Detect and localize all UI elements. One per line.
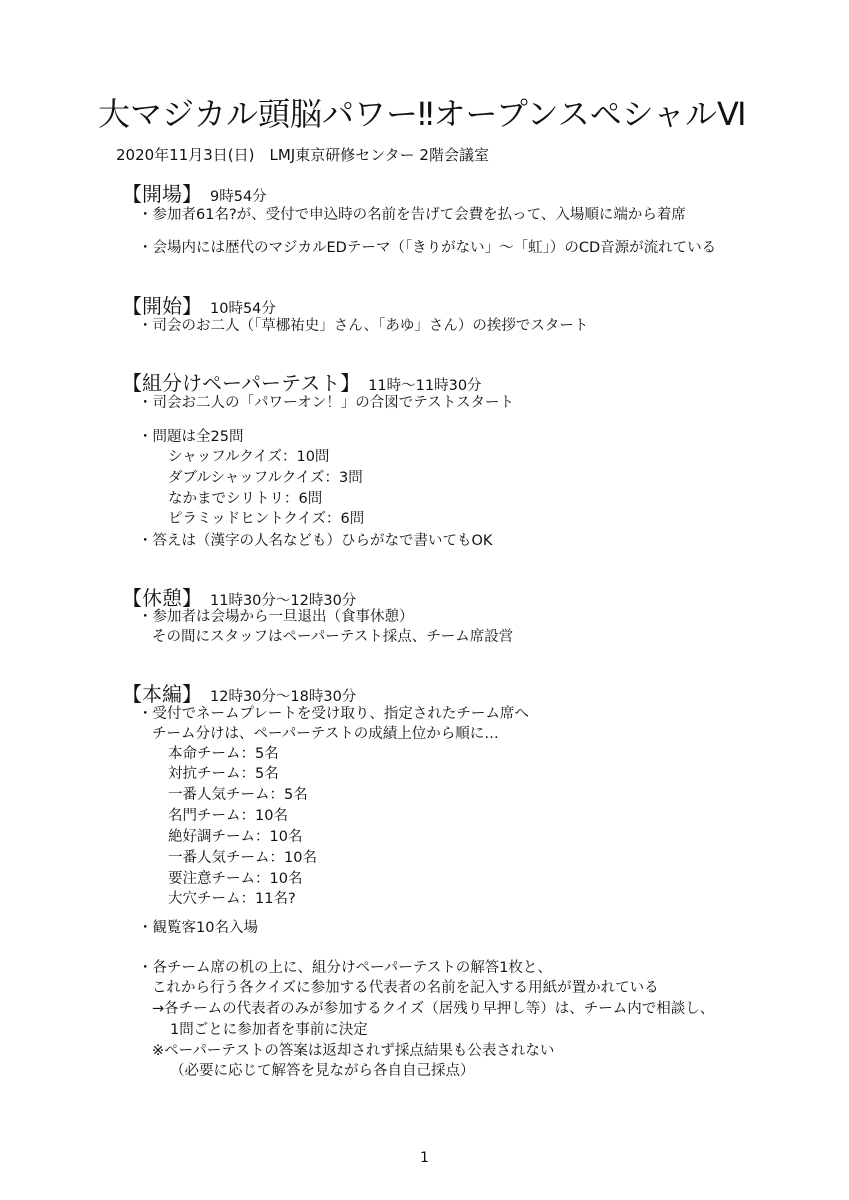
list-item: ・受付でネームプレートを受け取り、指定されたチーム席へ: [138, 706, 529, 722]
list-item: ※ペーパーテストの答案は返却されず採点結果も公表されない: [152, 1043, 555, 1059]
team-list-item: 要注意チーム：10名: [168, 871, 303, 887]
list-item: →各チームの代表者のみが参加するクイズ（居残り早押し等）は、チーム内で相談し、: [152, 1001, 715, 1017]
event-date-venue: 2020年11月3日(日) LMJ東京研修センター 2階会議室: [116, 146, 489, 164]
page-title: 大マジカル頭脳パワー‼オープンスペシャルⅥ: [98, 95, 747, 133]
section-label: 【開場】: [122, 182, 202, 206]
list-item: その間にスタッフはペーパーテスト採点、チーム席設営: [152, 629, 514, 645]
team-list-item: 本命チーム：5名: [168, 746, 279, 762]
team-list-item: 対抗チーム：5名: [168, 766, 279, 782]
list-item: ピラミッドヒントクイズ：6問: [168, 511, 365, 527]
list-item: 1問ごとに参加者を事前に決定: [170, 1022, 368, 1038]
team-list-item: 名門チーム：10名: [168, 808, 288, 824]
list-item: チーム分けは、ペーパーテストの成績上位から順に…: [152, 726, 499, 742]
section-time: 10時54分: [210, 301, 276, 317]
section-time: 11時〜11時30分: [368, 378, 482, 394]
section-time: 11時30分〜12時30分: [210, 593, 357, 609]
list-item: ・司会のお二人（「草梛祐史」さん、「あゆ」さん）の挨拶でスタート: [138, 318, 589, 334]
team-list-item: 一番人気チーム：10名: [168, 850, 317, 866]
section-label: 【組分けペーパーテスト】: [122, 371, 361, 395]
section-time: 12時30分〜18時30分: [210, 689, 357, 705]
list-item: これから行う各クイズに参加する代表者の名前を記入する用紙が置かれている: [152, 980, 659, 996]
list-item: ダブルシャッフルクイズ：3問: [168, 470, 363, 486]
list-item: ・観覧客10名入場: [138, 920, 258, 936]
list-item: ・司会お二人の「パワーオン！」の合図でテストスタート: [138, 395, 514, 411]
list-item: ・各チーム席の机の上に、組分けペーパーテストの解答1枚と、: [138, 960, 552, 976]
list-item: ・答えは（漢字の人名なども）ひらがなで書いてもOK: [138, 533, 493, 549]
list-item: ・問題は全25問: [138, 429, 244, 445]
list-item: なかまでシリトリ：6問: [168, 491, 323, 507]
section-label: 【休憩】: [122, 586, 202, 610]
list-item: ・参加者は会場から一旦退出（食事休憩）: [138, 609, 414, 625]
team-list-item: 絶好調チーム：10名: [168, 829, 303, 845]
list-item: ・会場内には歴代のマジカルEDテーマ（「きりがない」〜「虹」）のCD音源が流れている: [138, 240, 717, 256]
team-list-item: 一番人気チーム：5名: [168, 787, 308, 803]
section-label: 【本編】: [122, 682, 202, 706]
list-item: （必要に応じて解答を見ながら各自自己採点）: [170, 1063, 475, 1079]
page-number: 1: [420, 1150, 429, 1166]
list-item: シャッフルクイズ：10問: [168, 449, 330, 465]
section-label: 【開始】: [122, 294, 202, 318]
team-list-item: 大穴チーム：11名?: [168, 891, 296, 907]
section-time: 9時54分: [210, 189, 267, 205]
list-item: ・参加者61名?が、受付で申込時の名前を告げて会費を払って、入場順に端から着席: [138, 207, 686, 223]
